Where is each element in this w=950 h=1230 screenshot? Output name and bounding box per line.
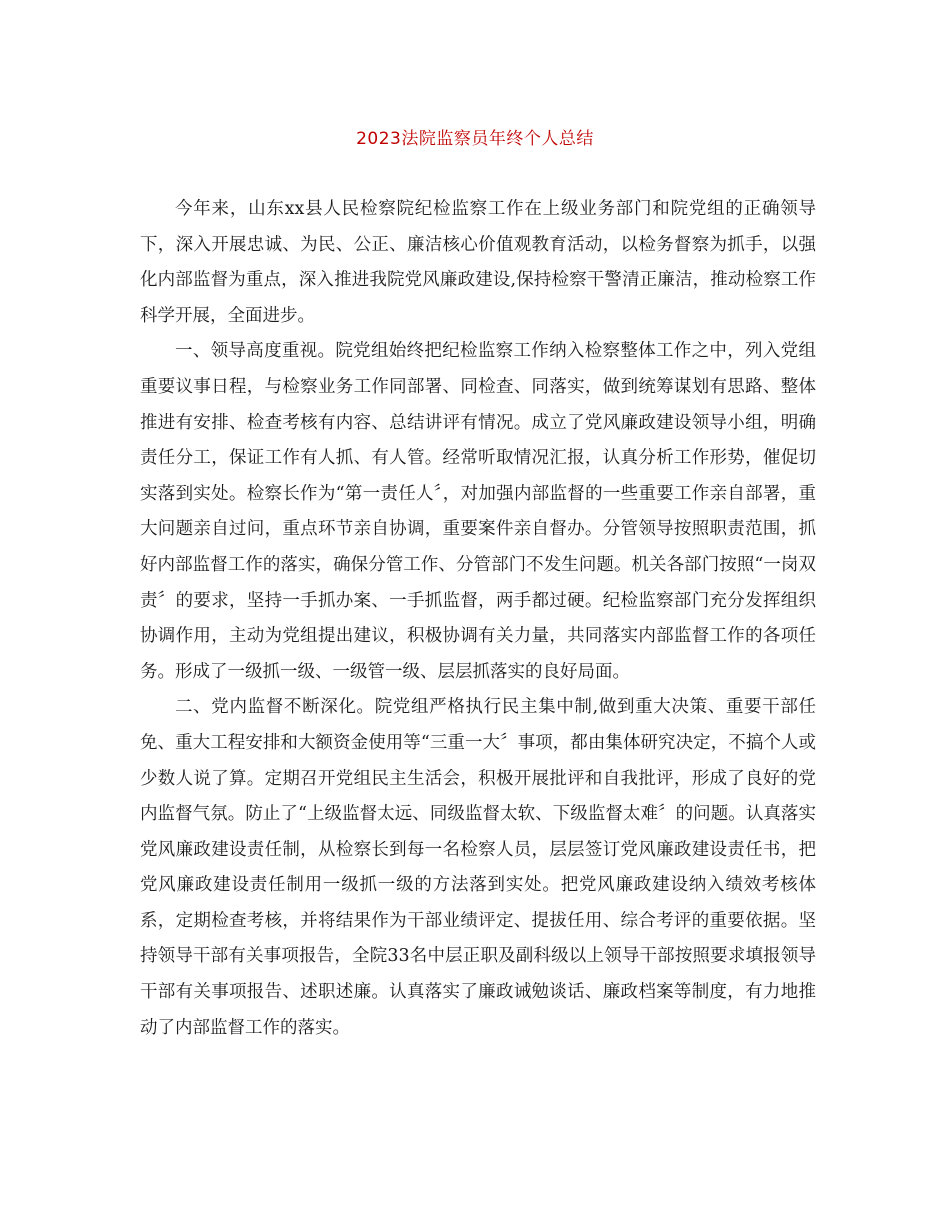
document-body xyxy=(140,192,816,1046)
paragraph-party-supervision: 二、党内监督不断深化。院党组严格执行民主集中制,做到重大决策、重要干部任免、重大工程安排和大额资金使用等“三重一大〞事项，都由集体研究决定，不搞个人或少数人说了算。定期召开党组民主生活会，积极开展批评和自我批评，形成了良好的党内监督气氛。防止了“上级监督太远、同级监督太软、下级监督太难〞的问题。认真落实党风廉政建设责任制，从检察长到每一名检察人员，层层签订党风廉政建设责任书，把党风廉政建设责任制用一级抓一级的方法落到实处。把党风廉政建设纳入绩效考核体系，定期检查考核，并将结果作为干部业绩评定、提拔任用、综合考评的重要依据。坚持领导干部有关事项报告，全院33名中层正职及副科级以上领导干部按照要求填报领导干部有关事项报告、述职述廉。认真落实了廉政诫勉谈话、廉政档案等制度，有力地推动了内部监督工作的落实。 xyxy=(140,697,816,1038)
document-title: 2023法院监察员年终个人总结 xyxy=(356,129,594,149)
paragraph-leadership: 一、领导高度重视。院党组始终把纪检监察工作纳入检察整体工作之中，列入党组重要议事日程，与检察业务工作同部署、同检查、同落实，做到统筹谋划有思路、整体推进有安排、检查考核有内容、总结讲评有情况。成立了党风廉政建设领导小组，明确责任分工，保证工作有人抓、有人管。经常听取情况汇报，认真分析工作形势，催促切实落到实处。检察长作为“第一责任人〞，对加强内部监督的一些重要工作亲自部署，重大问题亲自过问，重点环节亲自协调，重要案件亲自督办。分管领导按照职责范围，抓好内部监督工作的落实，确保分管工作、分管部门不发生问题。机关各部门按照“一岗双责〞的要求，坚持一手抓办案、一手抓监督，两手都过硬。纪检监察部门充分发挥组织协调作用，主动为党组提出建议，积极协调有关力量，共同落实内部监督工作的各项任务。形成了一级抓一级、一级管一级、层层抓落实的良好局面。 xyxy=(140,341,816,682)
paragraph-intro: 今年来，山东xx县人民检察院纪检监察工作在上级业务部门和院党组的正确领导下，深入开展忠诚、为民、公正、廉洁核心价值观教育活动，以检务督察为抓手，以强化内部监督为重点，深入推进我院党风廉政建设,保持检察干警清正廉洁，推动检察工作科学开展，全面进步。 xyxy=(140,199,816,326)
